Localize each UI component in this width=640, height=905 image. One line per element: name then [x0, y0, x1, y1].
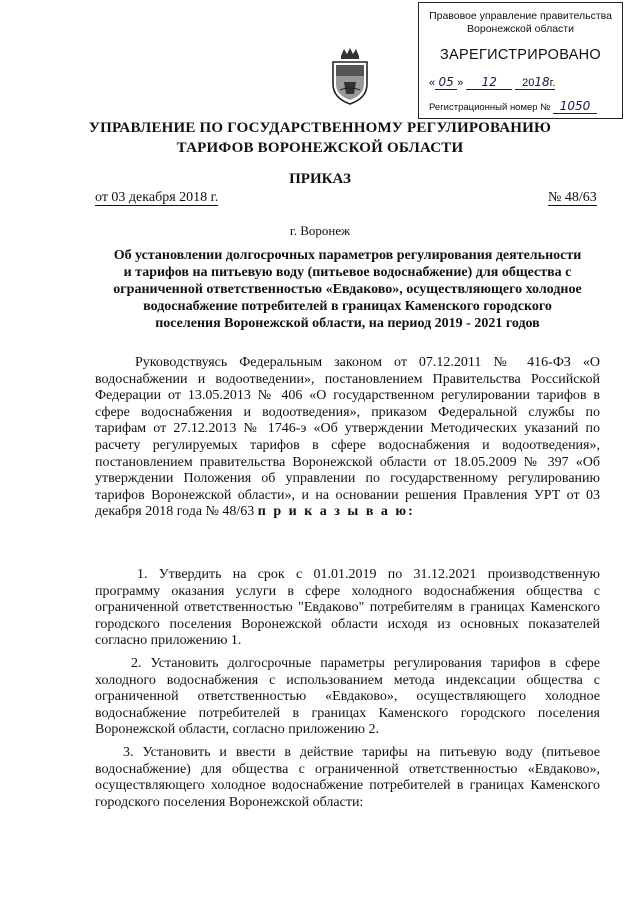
- org-title-line2: ТАРИФОВ ВОРОНЕЖСКОЙ ОБЛАСТИ: [176, 140, 464, 156]
- item-1-paragraph: 1. Утвердить на срок с 01.01.2019 по 31.12.2021 производственную программу оказания услуги в сфере холодного водоснабжения общества с ограниченной ответственностью "Евдаково" потребителям в границах Каменского городского поселения Воронежской области исходя из основных показателей согласно приложению 1.: [95, 567, 600, 649]
- coat-of-arms-icon: [330, 46, 370, 106]
- organization-title: [60, 118, 580, 158]
- org-title-line1: УПРАВЛЕНИЕ ПО ГОСУДАРСТВЕННОМУ РЕГУЛИРОВАНИЮ: [88, 120, 552, 136]
- order-subject: [90, 247, 605, 332]
- stamp-org-line1: Правовое управление правительства: [429, 10, 612, 22]
- city: г. Воронеж: [289, 223, 351, 238]
- document-type: ПРИКАЗ: [289, 171, 351, 187]
- subject-line: водоснабжение потребителей в границах Каменского городского: [143, 299, 552, 314]
- stamp-day: 05: [435, 75, 457, 90]
- preamble-paragraph: [95, 355, 600, 521]
- subject-line: Об установлении долгосрочных параметров регулирования деятельности: [113, 248, 582, 263]
- item-3-paragraph: 3. Установить и ввести в действие тарифы на питьевую воду (питьевое водоснабжение) для общества с ограниченной ответственностью «Евдаково», осуществляющего холодное водоснабжение потребителей в границах Каменского городского поселения Воронежской области:: [95, 745, 600, 810]
- subject-line: ограниченной ответственностью «Евдаково», осуществляющего холодное: [113, 282, 582, 297]
- stamp-year-suffix: г.: [549, 77, 556, 89]
- stamp-date: « 05 » 12 2018г.: [429, 75, 556, 89]
- stamp-year-prefix: 20: [522, 77, 535, 89]
- stamp-reg-number-row: [429, 99, 597, 114]
- stamp-org-line2: Воронежской области: [467, 23, 574, 35]
- item-2-paragraph: 2. Установить долгосрочные параметры регулирования тарифов в сфере холодного водоснабжения с использованием метода индексации общества с ограниченной ответственностью «Евдаково», осуществляющего холодное водоснабжение потребителей в границах Каменского городского поселения Воронежской области, согласно приложению 2.: [95, 656, 600, 738]
- decree-word: п р и к а з ы в а ю:: [257, 504, 415, 520]
- stamp-month: 12: [466, 75, 512, 90]
- subject-line: поселения Воронежской области, на период 2019 - 2021 годов: [155, 316, 540, 331]
- registration-stamp: [418, 2, 623, 119]
- order-date: от 03 декабря 2018 г.: [95, 190, 219, 205]
- stamp-reg-label: Регистрационный номер №: [429, 102, 551, 113]
- stamp-reg-number: 1050: [553, 99, 597, 114]
- stamp-registered-label: ЗАРЕГИСТРИРОВАНО: [439, 47, 602, 63]
- preamble-text: Руководствуясь Федеральным законом от 07.12.2011 № 416-ФЗ «О водоснабжении и водоотведении», постановлением Правительства Российской Федерации от 13.05.2013 № 406 «О государственном регулировании тарифов в сфере водоснабжения и водоотведения», приказом Федеральной службы по тарифам от 27.12.2013 № 1746-э «Об утверждении Методических указаний по расчету регулируемых тарифов в сфере водоснабжения и водоотведения», постановлением правительства Воронежской области от 18.05.2009 № 397 «Об утверждении Положения об управлении по государственному регулированию тарифов Воронежской области», и на основании решения Правления УРТ от 03 декабря 2018 года № 48/63: [95, 355, 600, 520]
- stamp-organization: [419, 10, 622, 36]
- stamp-year-hand: 18: [534, 75, 550, 89]
- subject-line: и тарифов на питьевую воду (питьевое водоснабжение) для общества с: [123, 265, 572, 280]
- order-number: № 48/63: [548, 190, 597, 205]
